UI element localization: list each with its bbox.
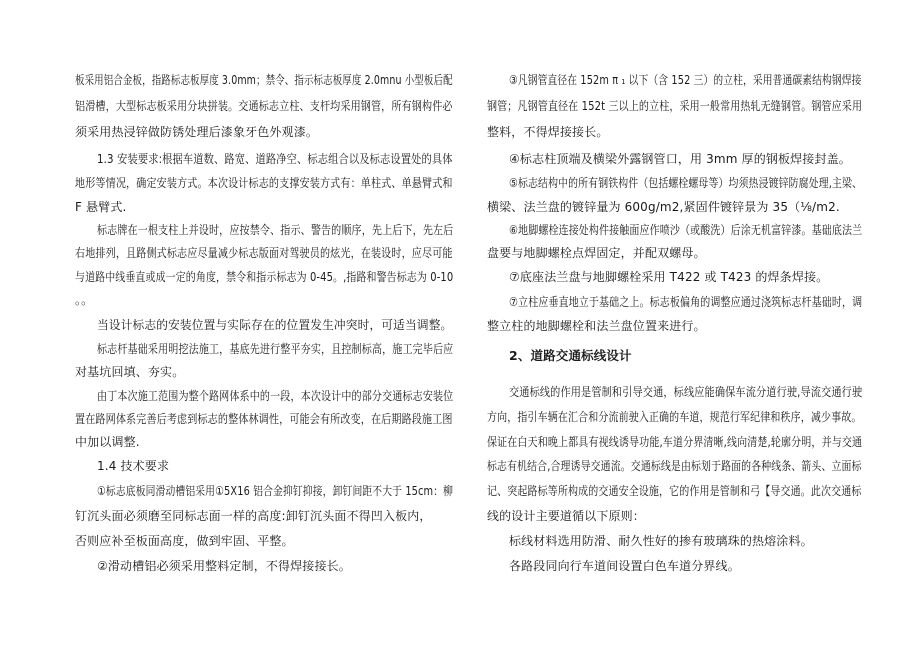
left-paragraph-line: 否则应补至板面高度，做到牢固、平整。 [75,534,294,548]
left-paragraph-line: 与道路中线垂直或成一定的角度，禁令和指示标志为 0-45。,指路和警告标志为 0-10 [75,270,454,284]
right-paragraph-line: 交通标线的作用是管制和引导交通，标线应能确保车流分道行驶,导流交通行驶 [509,385,863,399]
left-paragraph-line: 1.4 技术要求 [97,459,170,473]
right-paragraph-line: ⑤标志结构中的所有钢铁构件（包括螺栓螺母等）均须热浸镀锌防腐处理,主梁、 [509,176,863,190]
left-paragraph-line: 钉沉头面必须磨至同标志面一样的高度:卸钉沉头面不得凹入板内， [75,509,432,523]
right-paragraph-line: 保证在白天和晚上都具有视线诱导功能,车道分界清晰,线向清楚,轮廓分明，并与交通 [487,435,863,449]
left-paragraph-line: 1.3 安装要求:根据车道数、路宽、道路净空、标志组合以及标志设置处的具体 [97,152,453,166]
left-paragraph-line: ②滑动槽铝必须采用整料定制，不得焊接接长。 [97,559,351,573]
right-paragraph-line: ③凡钢管直径在 152m π ₁ 以下（含 152 三）的立柱，采用普通碳素结构钢焊接 [509,73,862,87]
left-paragraph-line: 当设计标志的安装位置与实际存在的位置发生冲突时，可适当调整。 [97,318,453,332]
right-paragraph-line: 标志有机结合,合理诱导交通流。交通标线是由标划于路面的各种线条、箭头、立面标 [487,459,862,473]
right-paragraph-line: 方向，指引车辆在汇合和分流前驶入正确的车道，规范行军纪律和秩序，减少事故。 [487,410,862,424]
section-heading: 2、道路交通标线设计 [509,348,632,363]
right-paragraph-line: ⑦立柱应垂直地立于基础之上。标志板偏角的调整应通过浇筑标志杆基础时，调 [509,295,863,309]
left-paragraph-line: 由丁本次施工范围为整个路网体系中的一段，本次设计中的部分交通标志安装位 [97,389,454,403]
left-paragraph-line: 中加以调整. [75,435,140,449]
left-paragraph-line: 须采用热浸锌做防锈处理后漆象牙色外观漆。 [75,125,319,139]
right-paragraph-line: 记、突起路标等所构成的交通安全设施，它的作用是管制和弓【导交通。此次交通标 [487,484,862,498]
right-paragraph-line: ⑦底座法兰盘与地脚螺栓采用 T422 或 T423 的焊条焊接。 [509,270,829,284]
right-paragraph-line: ④标志柱顶端及横梁外露钢管口，用 3mm 厚的钢板焊接封盖。 [509,152,851,166]
left-paragraph-line: 标志杆基础采用明挖法施工，基底先进行整平夯实，且控制标高，施工完毕后应 [97,342,454,356]
left-paragraph-line: F 悬臂式. [75,200,127,214]
left-paragraph-line: 板采用铝合金板，指路标志板厚度 3.0mm；禁令、指示标志板厚度 2.0mnu 小型板后配 [75,73,453,87]
left-paragraph-line: ①标志底板同滑动槽铝采用①5X16 铝合金抑钉抑接，卸钉间距不大于 15cm：柳 [97,484,454,498]
right-paragraph-line: 各路段同向行车道间设置白色车道分界线。 [509,559,740,573]
left-paragraph-line: 铝滑槽，大型标志板采用分块拼装。交通标志立柱、支杆均采用钢管，所有钢构件必 [75,99,453,113]
right-paragraph-line: 标线材料选用防滑、耐久性好的掺有玻璃珠的热熔涂料。 [509,534,813,548]
left-paragraph-line: 右地排列，且路侧式标志应尽量减少标志版面对驾驶员的炫光，在装设时，应尽可能 [75,246,453,260]
right-paragraph-line: 横梁、法兰盘的镀锌量为 600g/m2,紧固件镀锌景为 35（⅛/m2. [487,200,840,214]
right-paragraph-line: 整料，不得焊接接长。 [487,125,609,139]
right-paragraph-line: 整立柱的地脚螺栓和法兰盘位置来进行。 [487,319,706,333]
left-paragraph-line: 地形等情况，确定安装方式。本次设计标志的支撑安装方式有：单柱式、单悬臂式和 [75,176,453,190]
right-paragraph-line: 钢管；凡钢管直径在 152t 三以上的立柱，采用一般常用热轧无缝钢管。钢管应采用 [487,99,863,113]
right-paragraph-line: 盘要与地脚螺栓点焊固定，并配双螺母。 [487,246,706,260]
left-paragraph-line: 置在路网体系完善后考虑到标志的整体林调性，可能会有所改变，在后期路段施工图 [75,412,453,426]
left-paragraph-line: 标志牌在一根支柱上并设时，应按禁令、指示、警告的顺序，先上后下，先左后 [97,223,454,237]
left-paragraph-line: 对基坑回填、夯实。 [75,365,185,379]
right-paragraph-line: ⑥地脚螺栓连接处构件接触面应作喷沙（或酸洗）后涂无机富锌漆。基础底法兰 [509,223,863,237]
right-paragraph-line: 线的设计主要道循以下原则： [487,509,645,523]
left-paragraph-line: 。。 [75,293,94,307]
